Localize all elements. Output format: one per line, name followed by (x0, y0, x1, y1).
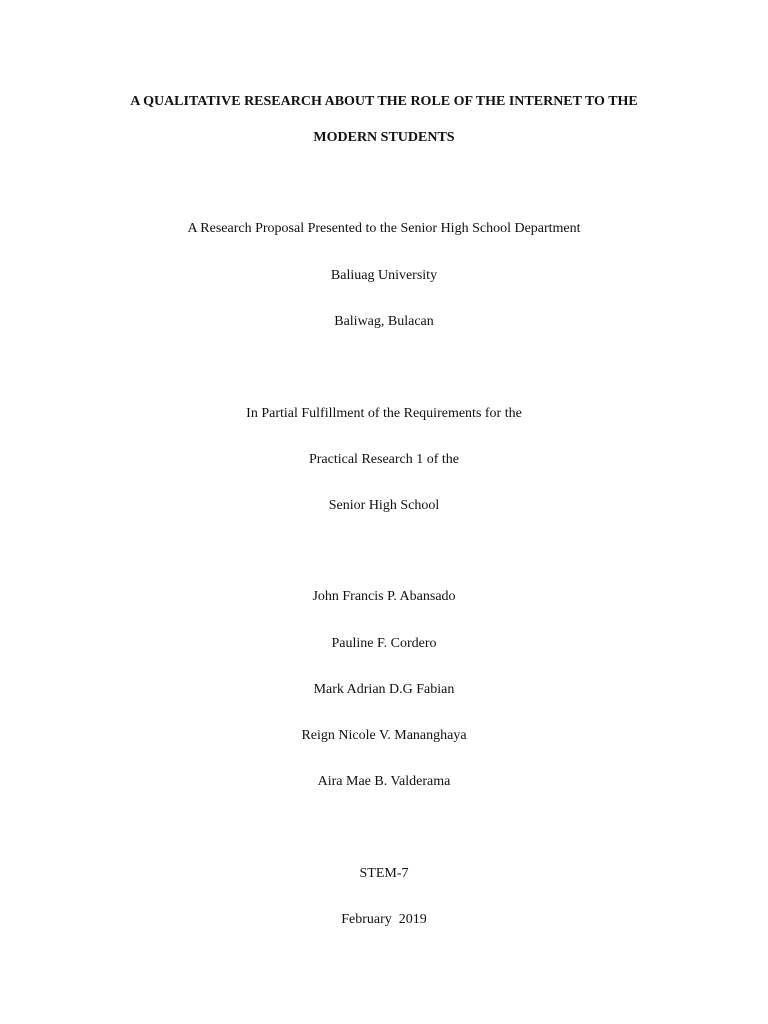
document-title-line-2: MODERN STUDENTS (313, 130, 455, 145)
author-name: Mark Adrian D.G Fabian (313, 682, 455, 697)
document-date: February 2019 (341, 912, 427, 927)
fulfillment-line-2: Practical Research 1 of the (308, 452, 460, 467)
university-name: Baliuag University (330, 268, 438, 283)
section-label: STEM-7 (359, 866, 409, 881)
fulfillment-line-1: In Partial Fulfillment of the Requirements for the (246, 406, 522, 421)
document-title-line-1: A QUALITATIVE RESEARCH ABOUT THE ROLE OF THE INTERNET TO THE (130, 94, 638, 109)
author-name: John Francis P. Abansado (312, 589, 456, 604)
university-location: Baliwag, Bulacan (334, 314, 434, 329)
author-name: Pauline F. Cordero (331, 636, 437, 651)
fulfillment-line-3: Senior High School (328, 498, 440, 513)
author-name: Aira Mae B. Valderama (317, 774, 451, 789)
proposal-presented-to: A Research Proposal Presented to the Senior High School Department (187, 221, 581, 236)
author-name: Reign Nicole V. Mananghaya (301, 728, 467, 743)
